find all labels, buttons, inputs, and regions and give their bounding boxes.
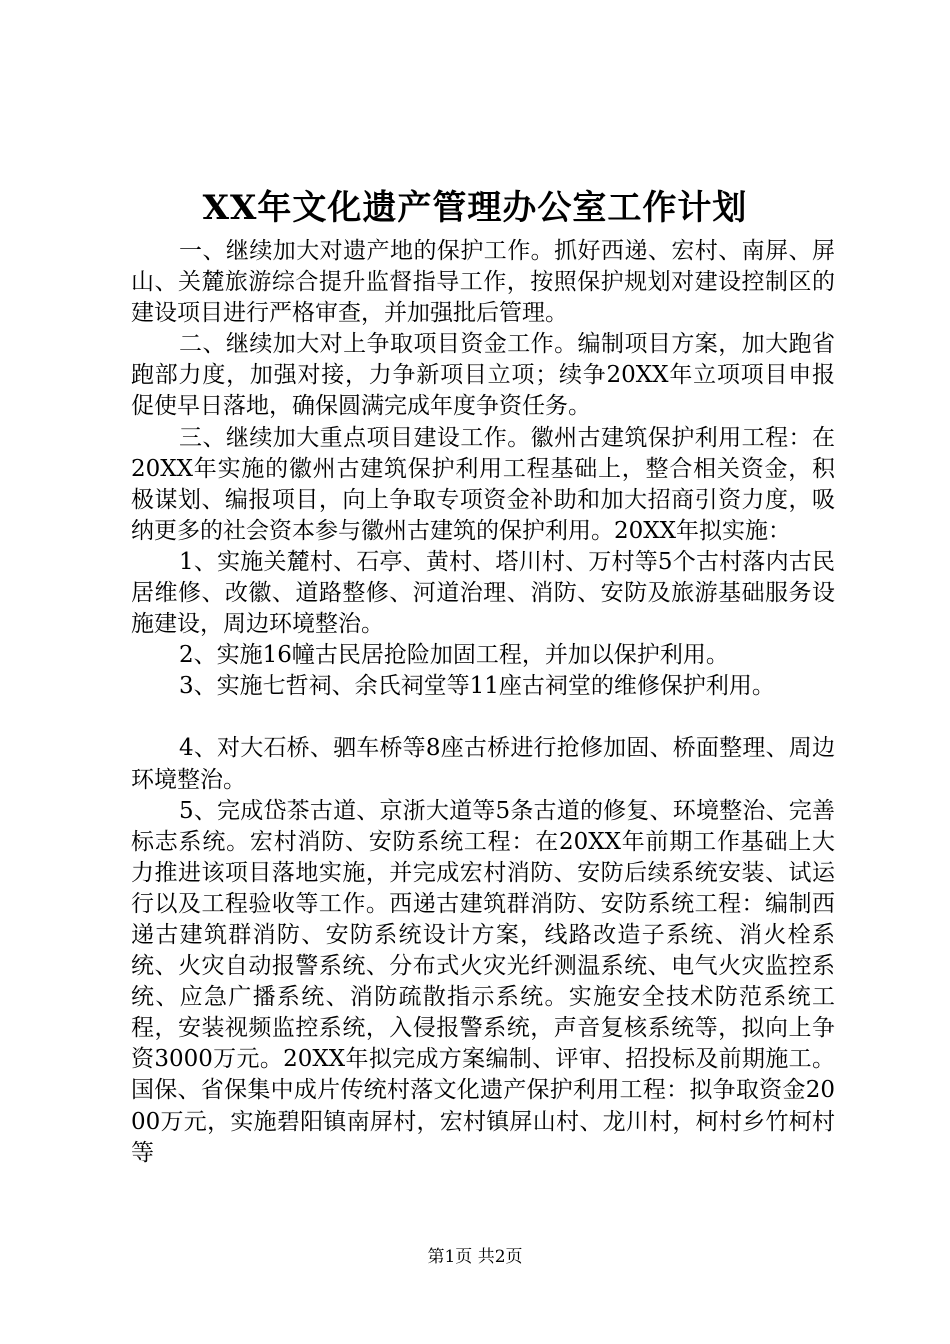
paragraph-5: 2、实施16幢古民居抢险加固工程，并加以保护利用。 — [179, 642, 729, 669]
paragraph-4: 1、实施关麓村、石亭、黄村、塔川村、万村等5个古村落内古民居维修、改徽、道路整修、河道治理、消防、安防及旅游基础服务设施建设，周边环境整治。 — [131, 548, 835, 638]
document-body — [131, 236, 835, 1169]
paragraph-7: 4、对大石桥、驷车桥等8座古桥进行抢修加固、桥面整理、周边环境整治。 — [131, 735, 835, 793]
paragraph-3: 三、继续加大重点项目建设工作。徽州古建筑保护利用工程：在20XX年实施的徽州古建筑保护利用工程基础上，整合相关资金，积极谋划、编报项目，向上争取专项资金补助和加大招商引资力度，吸纳更多的社会资本参与徽州古建筑的保护利用。20XX年拟实施： — [131, 424, 835, 544]
document-title: XX年文化遗产管理办公室工作计划 — [202, 188, 748, 228]
page-footer: 第1页 共2页 — [427, 1247, 523, 1267]
paragraph-2: 二、继续加大对上争取项目资金工作。编制项目方案，加大跑省跑部力度，加强对接，力争新项目立项；续争20XX年立项项目申报促使早日落地，确保圆满完成年度争资任务。 — [131, 331, 835, 420]
paragraph-1: 一、继续加大对遗产地的保护工作。抓好西递、宏村、南屏、屏山、关麓旅游综合提升监督指导工作，按照保护规划对建设控制区的建设项目进行严格审查，并加强批后管理。 — [131, 238, 835, 327]
paragraph-8: 5、完成岱茶古道、京浙大道等5条古道的修复、环境整治、完善标志系统。宏村消防、安防系统工程：在20XX年前期工作基础上大力推进该项目落地实施，并完成宏村消防、安防后续系统安装、试运行以及工程验收等工作。西递古建筑群消防、安防系统工程：编制西递古建筑群消防、安防系统设计方案，线路改造子系统、消火栓系统、火灾自动报警系统、分布式火灾光纤测温系统、电气火灾监控系统、应急广播系统、消防疏散指示系统。实施安全技术防范系统工程，安装视频监控系统，入侵报警系统，声音复核系统等，拟向上争资3000万元。20XX年拟完成方案编制、评审、招投标及前期施工。国保、省保集中成片传统村落文化遗产保护利用工程：拟争取资金2000万元，实施碧阳镇南屏村，宏村镇屏山村、龙川村，柯村乡竹柯村等 — [131, 797, 835, 1166]
paragraph-6: 3、实施七哲祠、余氏祠堂等11座古祠堂的维修保护利用。 — [179, 673, 775, 700]
